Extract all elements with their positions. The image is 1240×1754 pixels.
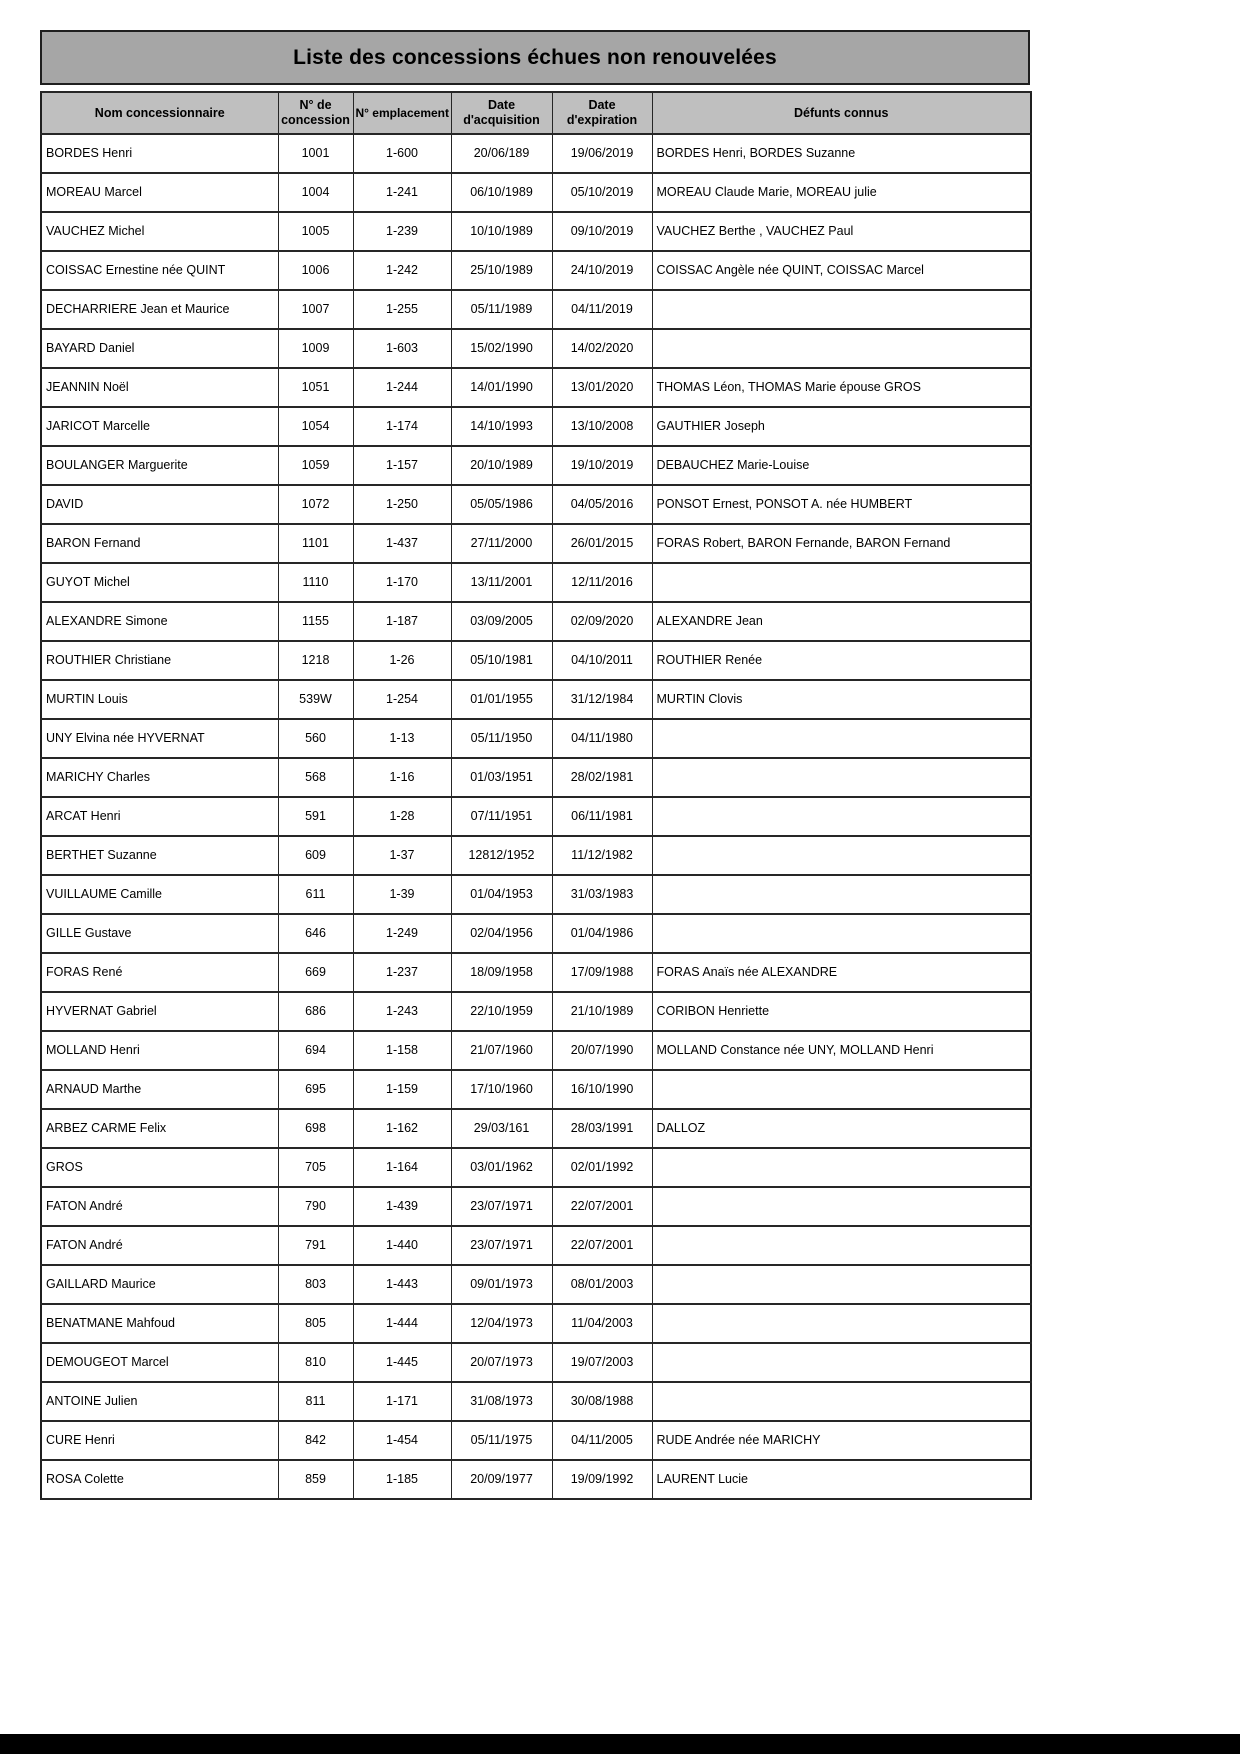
cell-date-acquisition: 06/10/1989 (451, 173, 552, 212)
cell-defunts-connus: THOMAS Léon, THOMAS Marie épouse GROS (652, 368, 1031, 407)
cell-defunts-connus (652, 719, 1031, 758)
cell-numero-emplacement: 1-242 (353, 251, 451, 290)
table-row (41, 836, 1031, 875)
cell-date-expiration: 13/10/2008 (552, 407, 652, 446)
cell-numero-concession: 695 (278, 1070, 353, 1109)
table-row (41, 602, 1031, 641)
cell-defunts-connus (652, 1226, 1031, 1265)
table-row (41, 446, 1031, 485)
cell-numero-concession: 1004 (278, 173, 353, 212)
cell-numero-concession: 1005 (278, 212, 353, 251)
cell-date-expiration: 14/02/2020 (552, 329, 652, 368)
cell-date-expiration: 19/10/2019 (552, 446, 652, 485)
table-row (41, 680, 1031, 719)
cell-nom-concessionnaire: ROUTHIER Christiane (41, 641, 278, 680)
cell-numero-concession: 560 (278, 719, 353, 758)
cell-date-acquisition: 07/11/1951 (451, 797, 552, 836)
cell-date-expiration: 04/11/2005 (552, 1421, 652, 1460)
cell-numero-emplacement: 1-28 (353, 797, 451, 836)
cell-numero-emplacement: 1-187 (353, 602, 451, 641)
cell-numero-emplacement: 1-239 (353, 212, 451, 251)
column-header-nom-concessionnaire: Nom concessionnaire (41, 92, 278, 134)
cell-numero-emplacement: 1-13 (353, 719, 451, 758)
cell-date-acquisition: 01/04/1953 (451, 875, 552, 914)
table-row (41, 134, 1031, 173)
cell-nom-concessionnaire: BENATMANE Mahfoud (41, 1304, 278, 1343)
cell-numero-emplacement: 1-174 (353, 407, 451, 446)
column-header-numero-emplacement: N° emplacement (353, 92, 451, 134)
cell-defunts-connus: RUDE Andrée née MARICHY (652, 1421, 1031, 1460)
table-row (41, 1109, 1031, 1148)
cell-numero-emplacement: 1-600 (353, 134, 451, 173)
cell-date-acquisition: 20/09/1977 (451, 1460, 552, 1499)
cell-numero-emplacement: 1-237 (353, 953, 451, 992)
cell-nom-concessionnaire: FORAS René (41, 953, 278, 992)
cell-date-acquisition: 03/09/2005 (451, 602, 552, 641)
table-row (41, 1421, 1031, 1460)
cell-numero-emplacement: 1-241 (353, 173, 451, 212)
cell-date-acquisition: 02/04/1956 (451, 914, 552, 953)
cell-nom-concessionnaire: ANTOINE Julien (41, 1382, 278, 1421)
cell-numero-emplacement: 1-157 (353, 446, 451, 485)
table-header-row (41, 92, 1031, 134)
cell-date-acquisition: 13/11/2001 (451, 563, 552, 602)
cell-date-expiration: 19/09/1992 (552, 1460, 652, 1499)
cell-defunts-connus: ROUTHIER Renée (652, 641, 1031, 680)
cell-date-expiration: 02/09/2020 (552, 602, 652, 641)
cell-numero-concession: 539W (278, 680, 353, 719)
cell-defunts-connus: CORIBON Henriette (652, 992, 1031, 1031)
cell-defunts-connus: MURTIN Clovis (652, 680, 1031, 719)
cell-defunts-connus: MOLLAND Constance née UNY, MOLLAND Henri (652, 1031, 1031, 1070)
cell-numero-emplacement: 1-37 (353, 836, 451, 875)
cell-numero-emplacement: 1-185 (353, 1460, 451, 1499)
cell-defunts-connus (652, 797, 1031, 836)
cell-date-acquisition: 01/03/1951 (451, 758, 552, 797)
table-row (41, 1265, 1031, 1304)
cell-date-expiration: 11/04/2003 (552, 1304, 652, 1343)
cell-date-acquisition: 05/11/1950 (451, 719, 552, 758)
cell-date-acquisition: 05/11/1989 (451, 290, 552, 329)
cell-defunts-connus (652, 1187, 1031, 1226)
cell-numero-concession: 669 (278, 953, 353, 992)
cell-numero-emplacement: 1-249 (353, 914, 451, 953)
table-row (41, 251, 1031, 290)
cell-date-acquisition: 12/04/1973 (451, 1304, 552, 1343)
cell-nom-concessionnaire: BERTHET Suzanne (41, 836, 278, 875)
cell-date-expiration: 22/07/2001 (552, 1187, 652, 1226)
cell-numero-emplacement: 1-170 (353, 563, 451, 602)
cell-nom-concessionnaire: GILLE Gustave (41, 914, 278, 953)
cell-date-acquisition: 27/11/2000 (451, 524, 552, 563)
table-row (41, 485, 1031, 524)
cell-numero-emplacement: 1-250 (353, 485, 451, 524)
cell-date-expiration: 17/09/1988 (552, 953, 652, 992)
table-row (41, 173, 1031, 212)
cell-defunts-connus (652, 290, 1031, 329)
cell-nom-concessionnaire: VUILLAUME Camille (41, 875, 278, 914)
document-title-bar (40, 30, 1030, 85)
cell-numero-concession: 810 (278, 1343, 353, 1382)
cell-date-expiration: 28/03/1991 (552, 1109, 652, 1148)
cell-nom-concessionnaire: MOLLAND Henri (41, 1031, 278, 1070)
table-row (41, 1226, 1031, 1265)
cell-numero-emplacement: 1-171 (353, 1382, 451, 1421)
cell-date-expiration: 26/01/2015 (552, 524, 652, 563)
column-header-date-acquisition: Date d'acquisition (451, 92, 552, 134)
cell-numero-concession: 694 (278, 1031, 353, 1070)
table-row (41, 329, 1031, 368)
table-row (41, 1382, 1031, 1421)
cell-numero-concession: 1218 (278, 641, 353, 680)
cell-defunts-connus: DEBAUCHEZ Marie-Louise (652, 446, 1031, 485)
cell-date-expiration: 09/10/2019 (552, 212, 652, 251)
table-row (41, 524, 1031, 563)
cell-date-expiration: 24/10/2019 (552, 251, 652, 290)
cell-defunts-connus: DALLOZ (652, 1109, 1031, 1148)
cell-nom-concessionnaire: UNY Elvina née HYVERNAT (41, 719, 278, 758)
cell-numero-concession: 1155 (278, 602, 353, 641)
cell-date-expiration: 19/06/2019 (552, 134, 652, 173)
cell-numero-emplacement: 1-255 (353, 290, 451, 329)
cell-date-expiration: 28/02/1981 (552, 758, 652, 797)
cell-numero-concession: 791 (278, 1226, 353, 1265)
table-row (41, 1460, 1031, 1499)
table-row (41, 953, 1031, 992)
cell-numero-concession: 611 (278, 875, 353, 914)
cell-date-expiration: 01/04/1986 (552, 914, 652, 953)
cell-nom-concessionnaire: ALEXANDRE Simone (41, 602, 278, 641)
cell-numero-concession: 568 (278, 758, 353, 797)
table-row (41, 1343, 1031, 1382)
cell-numero-concession: 803 (278, 1265, 353, 1304)
cell-numero-concession: 859 (278, 1460, 353, 1499)
cell-numero-concession: 1072 (278, 485, 353, 524)
column-header-defunts-connus: Défunts connus (652, 92, 1031, 134)
cell-numero-concession: 1059 (278, 446, 353, 485)
cell-numero-concession: 1110 (278, 563, 353, 602)
cell-date-acquisition: 20/06/189 (451, 134, 552, 173)
cell-numero-emplacement: 1-16 (353, 758, 451, 797)
cell-date-acquisition: 21/07/1960 (451, 1031, 552, 1070)
cell-nom-concessionnaire: FATON André (41, 1187, 278, 1226)
cell-numero-concession: 1051 (278, 368, 353, 407)
cell-numero-emplacement: 1-439 (353, 1187, 451, 1226)
table-row (41, 368, 1031, 407)
cell-defunts-connus: FORAS Robert, BARON Fernande, BARON Fernand (652, 524, 1031, 563)
cell-numero-concession: 646 (278, 914, 353, 953)
cell-numero-concession: 1001 (278, 134, 353, 173)
cell-numero-emplacement: 1-603 (353, 329, 451, 368)
cell-numero-emplacement: 1-158 (353, 1031, 451, 1070)
cell-date-acquisition: 14/01/1990 (451, 368, 552, 407)
cell-date-acquisition: 14/10/1993 (451, 407, 552, 446)
cell-defunts-connus: LAURENT Lucie (652, 1460, 1031, 1499)
table-row (41, 1031, 1031, 1070)
cell-defunts-connus: ALEXANDRE Jean (652, 602, 1031, 641)
cell-defunts-connus (652, 1265, 1031, 1304)
cell-nom-concessionnaire: DAVID (41, 485, 278, 524)
cell-numero-concession: 1007 (278, 290, 353, 329)
cell-nom-concessionnaire: JEANNIN Noël (41, 368, 278, 407)
cell-numero-emplacement: 1-437 (353, 524, 451, 563)
cell-nom-concessionnaire: MOREAU Marcel (41, 173, 278, 212)
cell-defunts-connus (652, 758, 1031, 797)
column-header-numero-concession: N° de concession (278, 92, 353, 134)
cell-defunts-connus (652, 1070, 1031, 1109)
concessions-table (40, 91, 1032, 1500)
cell-nom-concessionnaire: MARICHY Charles (41, 758, 278, 797)
cell-numero-emplacement: 1-444 (353, 1304, 451, 1343)
cell-date-acquisition: 20/07/1973 (451, 1343, 552, 1382)
cell-numero-concession: 842 (278, 1421, 353, 1460)
cell-numero-concession: 698 (278, 1109, 353, 1148)
cell-date-expiration: 13/01/2020 (552, 368, 652, 407)
table-row (41, 1148, 1031, 1187)
cell-defunts-connus: VAUCHEZ Berthe , VAUCHEZ Paul (652, 212, 1031, 251)
cell-defunts-connus (652, 1304, 1031, 1343)
cell-nom-concessionnaire: HYVERNAT Gabriel (41, 992, 278, 1031)
cell-numero-concession: 790 (278, 1187, 353, 1226)
cell-numero-emplacement: 1-440 (353, 1226, 451, 1265)
cell-date-expiration: 06/11/1981 (552, 797, 652, 836)
cell-numero-concession: 1006 (278, 251, 353, 290)
cell-nom-concessionnaire: DEMOUGEOT Marcel (41, 1343, 278, 1382)
cell-defunts-connus: GAUTHIER Joseph (652, 407, 1031, 446)
cell-defunts-connus: COISSAC Angèle née QUINT, COISSAC Marcel (652, 251, 1031, 290)
cell-nom-concessionnaire: MURTIN Louis (41, 680, 278, 719)
cell-date-acquisition: 03/01/1962 (451, 1148, 552, 1187)
cell-numero-emplacement: 1-454 (353, 1421, 451, 1460)
table-row (41, 212, 1031, 251)
cell-defunts-connus (652, 329, 1031, 368)
cell-date-acquisition: 17/10/1960 (451, 1070, 552, 1109)
cell-date-acquisition: 05/11/1975 (451, 1421, 552, 1460)
cell-defunts-connus (652, 875, 1031, 914)
cell-date-acquisition: 23/07/1971 (451, 1187, 552, 1226)
cell-numero-concession: 686 (278, 992, 353, 1031)
table-row (41, 797, 1031, 836)
cell-defunts-connus (652, 914, 1031, 953)
cell-date-acquisition: 29/03/161 (451, 1109, 552, 1148)
cell-numero-emplacement: 1-162 (353, 1109, 451, 1148)
cell-date-acquisition: 22/10/1959 (451, 992, 552, 1031)
cell-nom-concessionnaire: GROS (41, 1148, 278, 1187)
cell-numero-concession: 705 (278, 1148, 353, 1187)
cell-numero-concession: 1009 (278, 329, 353, 368)
cell-nom-concessionnaire: GUYOT Michel (41, 563, 278, 602)
cell-nom-concessionnaire: ARNAUD Marthe (41, 1070, 278, 1109)
cell-defunts-connus: FORAS Anaïs née ALEXANDRE (652, 953, 1031, 992)
cell-date-expiration: 20/07/1990 (552, 1031, 652, 1070)
cell-date-acquisition: 05/10/1981 (451, 641, 552, 680)
cell-date-expiration: 11/12/1982 (552, 836, 652, 875)
column-header-date-expiration: Date d'expiration (552, 92, 652, 134)
table-row (41, 914, 1031, 953)
cell-nom-concessionnaire: ARBEZ CARME Felix (41, 1109, 278, 1148)
cell-date-expiration: 04/05/2016 (552, 485, 652, 524)
table-body (41, 134, 1031, 1499)
table-row (41, 758, 1031, 797)
cell-nom-concessionnaire: VAUCHEZ Michel (41, 212, 278, 251)
table-row (41, 1187, 1031, 1226)
cell-date-expiration: 22/07/2001 (552, 1226, 652, 1265)
cell-date-expiration: 19/07/2003 (552, 1343, 652, 1382)
cell-date-expiration: 31/03/1983 (552, 875, 652, 914)
cell-nom-concessionnaire: JARICOT Marcelle (41, 407, 278, 446)
cell-date-acquisition: 23/07/1971 (451, 1226, 552, 1265)
cell-nom-concessionnaire: FATON André (41, 1226, 278, 1265)
cell-date-expiration: 05/10/2019 (552, 173, 652, 212)
cell-defunts-connus (652, 836, 1031, 875)
cell-numero-emplacement: 1-445 (353, 1343, 451, 1382)
cell-nom-concessionnaire: ROSA Colette (41, 1460, 278, 1499)
table-row (41, 641, 1031, 680)
cell-numero-emplacement: 1-244 (353, 368, 451, 407)
cell-date-expiration: 04/11/2019 (552, 290, 652, 329)
cell-nom-concessionnaire: BOULANGER Marguerite (41, 446, 278, 485)
cell-numero-concession: 609 (278, 836, 353, 875)
cell-numero-concession: 811 (278, 1382, 353, 1421)
cell-date-acquisition: 18/09/1958 (451, 953, 552, 992)
cell-date-acquisition: 15/02/1990 (451, 329, 552, 368)
table-row (41, 563, 1031, 602)
cell-defunts-connus: PONSOT Ernest, PONSOT A. née HUMBERT (652, 485, 1031, 524)
cell-numero-emplacement: 1-443 (353, 1265, 451, 1304)
cell-numero-concession: 591 (278, 797, 353, 836)
cell-date-acquisition: 20/10/1989 (451, 446, 552, 485)
cell-date-expiration: 30/08/1988 (552, 1382, 652, 1421)
cell-defunts-connus (652, 563, 1031, 602)
cell-date-expiration: 31/12/1984 (552, 680, 652, 719)
cell-defunts-connus (652, 1343, 1031, 1382)
cell-defunts-connus: BORDES Henri, BORDES Suzanne (652, 134, 1031, 173)
cell-date-acquisition: 25/10/1989 (451, 251, 552, 290)
table-row (41, 407, 1031, 446)
bottom-bar (0, 1734, 1240, 1754)
cell-date-expiration: 12/11/2016 (552, 563, 652, 602)
cell-date-acquisition: 05/05/1986 (451, 485, 552, 524)
cell-numero-emplacement: 1-39 (353, 875, 451, 914)
table-row (41, 1304, 1031, 1343)
cell-defunts-connus (652, 1148, 1031, 1187)
cell-nom-concessionnaire: COISSAC Ernestine née QUINT (41, 251, 278, 290)
cell-numero-emplacement: 1-159 (353, 1070, 451, 1109)
cell-numero-emplacement: 1-26 (353, 641, 451, 680)
cell-defunts-connus (652, 1382, 1031, 1421)
cell-date-expiration: 04/11/1980 (552, 719, 652, 758)
cell-date-expiration: 08/01/2003 (552, 1265, 652, 1304)
cell-date-expiration: 02/01/1992 (552, 1148, 652, 1187)
concessions-document (40, 30, 1030, 1500)
cell-numero-emplacement: 1-164 (353, 1148, 451, 1187)
cell-date-acquisition: 10/10/1989 (451, 212, 552, 251)
table-row (41, 290, 1031, 329)
cell-date-expiration: 21/10/1989 (552, 992, 652, 1031)
cell-date-acquisition: 09/01/1973 (451, 1265, 552, 1304)
cell-nom-concessionnaire: BAYARD Daniel (41, 329, 278, 368)
cell-nom-concessionnaire: DECHARRIERE Jean et Maurice (41, 290, 278, 329)
cell-nom-concessionnaire: CURE Henri (41, 1421, 278, 1460)
table-row (41, 992, 1031, 1031)
cell-date-expiration: 04/10/2011 (552, 641, 652, 680)
cell-date-acquisition: 12812/1952 (451, 836, 552, 875)
cell-numero-concession: 805 (278, 1304, 353, 1343)
cell-date-acquisition: 31/08/1973 (451, 1382, 552, 1421)
cell-numero-concession: 1054 (278, 407, 353, 446)
cell-date-expiration: 16/10/1990 (552, 1070, 652, 1109)
cell-date-acquisition: 01/01/1955 (451, 680, 552, 719)
cell-numero-emplacement: 1-254 (353, 680, 451, 719)
page-title: Liste des concessions échues non renouvelées (293, 45, 777, 69)
cell-nom-concessionnaire: GAILLARD Maurice (41, 1265, 278, 1304)
cell-defunts-connus: MOREAU Claude Marie, MOREAU julie (652, 173, 1031, 212)
table-row (41, 1070, 1031, 1109)
cell-nom-concessionnaire: BARON Fernand (41, 524, 278, 563)
cell-numero-concession: 1101 (278, 524, 353, 563)
cell-numero-emplacement: 1-243 (353, 992, 451, 1031)
table-row (41, 875, 1031, 914)
cell-nom-concessionnaire: ARCAT Henri (41, 797, 278, 836)
table-row (41, 719, 1031, 758)
cell-nom-concessionnaire: BORDES Henri (41, 134, 278, 173)
